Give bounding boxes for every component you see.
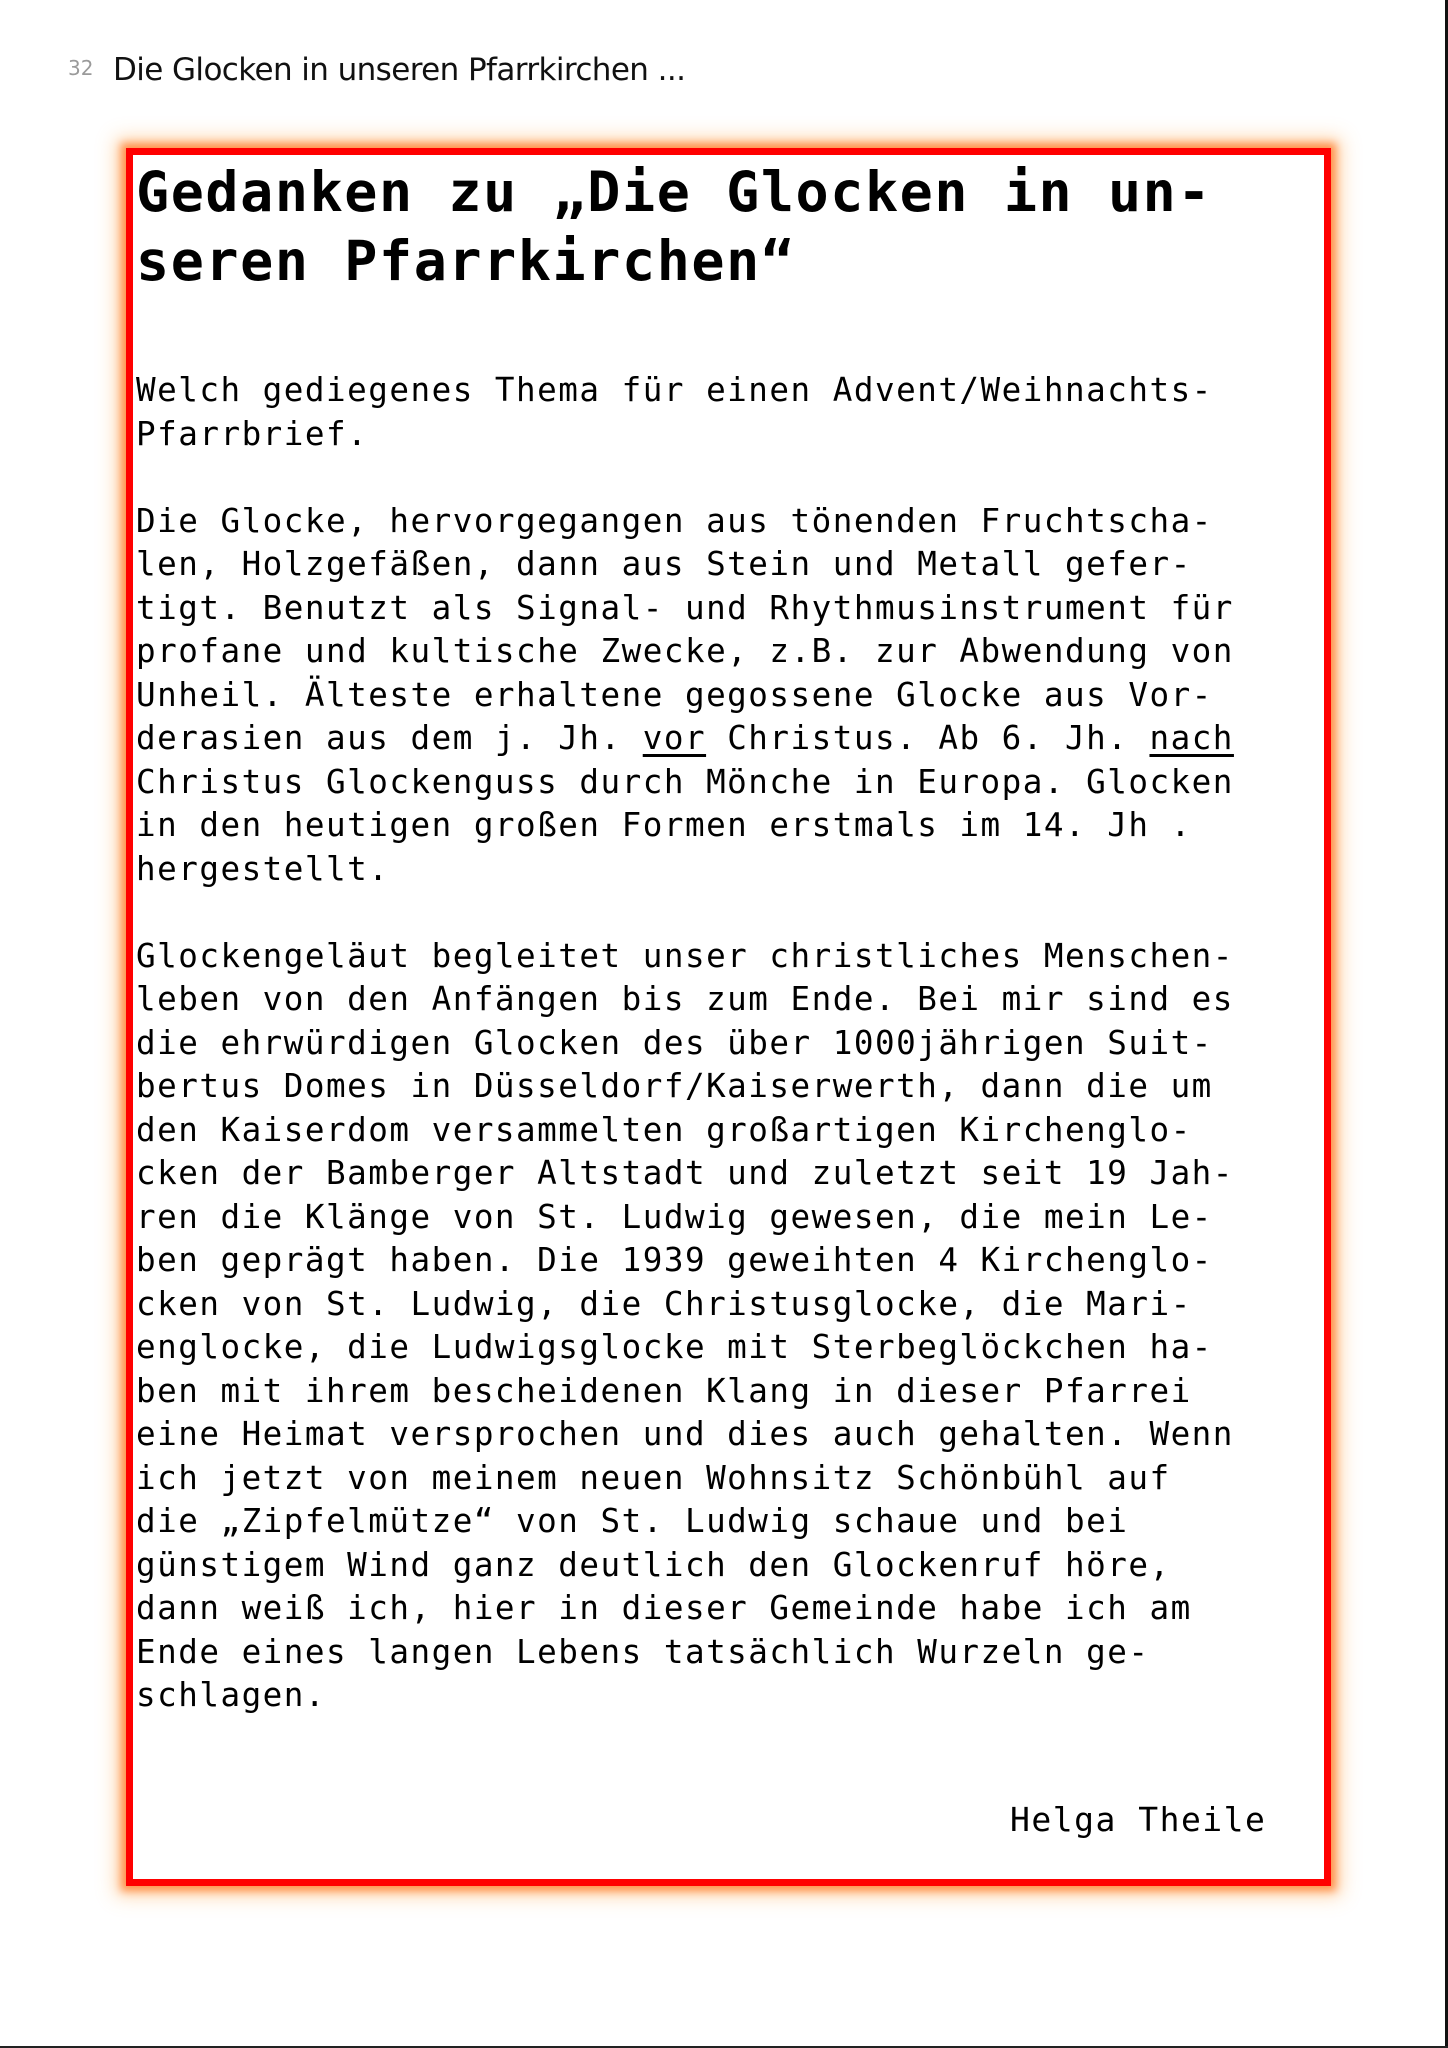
author-signature: Helga Theile bbox=[1010, 1800, 1267, 1839]
body-line: englocke, die Ludwigsglocke mit Sterbeglöckchen ha- bbox=[136, 1328, 1213, 1366]
body-line: den Kaiserdom versammelten großartigen Kirchenglo- bbox=[136, 1110, 1192, 1149]
article-body bbox=[136, 369, 1326, 1718]
paragraph-personal bbox=[136, 935, 1326, 1718]
body-line: ren die Klänge von St. Ludwig gewesen, die mein Le- bbox=[136, 1197, 1213, 1236]
body-text-fragment: derasien aus dem j. Jh. bbox=[136, 719, 643, 757]
body-line: dann weiß ich, hier in dieser Gemeinde habe ich am bbox=[136, 1589, 1192, 1627]
article-title-line-1: Gedanken zu „Die Glocken in un- bbox=[136, 160, 1213, 224]
article-title bbox=[136, 158, 1316, 296]
underlined-word-nach: nach bbox=[1149, 719, 1234, 757]
page-number: 32 bbox=[68, 56, 94, 80]
body-line: die „Zipfelmütze“ von St. Ludwig schaue und bei bbox=[136, 1502, 1129, 1540]
body-line: profane und kultische Zwecke, z.B. zur Abwendung von bbox=[136, 632, 1234, 670]
paragraph-gap bbox=[136, 891, 1326, 935]
body-line: schlagen. bbox=[136, 1676, 327, 1714]
body-line: Christus Glockenguss durch Mönche in Europa. Glocken bbox=[136, 762, 1234, 801]
body-line: leben von den Anfängen bis zum Ende. Bei mir sind es bbox=[136, 980, 1234, 1018]
body-line: len, Holzgefäßen, dann aus Stein und Metall gefer- bbox=[136, 545, 1192, 583]
body-line: ben geprägt haben. Die 1939 geweihten 4 Kirchenglo- bbox=[136, 1241, 1213, 1279]
body-line: günstigem Wind ganz deutlich den Glockenruf höre, bbox=[136, 1545, 1171, 1584]
body-line: Die Glocke, hervorgegangen aus tönenden Fruchtscha- bbox=[136, 501, 1213, 540]
running-header-title: Die Glocken in unseren Pfarrkirchen ... bbox=[113, 52, 686, 88]
body-line: hergestellt. bbox=[136, 849, 390, 888]
body-line: ich jetzt von meinem neuen Wohnsitz Schönbühl auf bbox=[136, 1458, 1171, 1497]
body-line: eine Heimat versprochen und dies auch gehalten. Wenn bbox=[136, 1415, 1234, 1453]
body-line: Unheil. Älteste erhaltene gegossene Glocke aus Vor- bbox=[136, 675, 1213, 714]
paragraph-intro bbox=[136, 369, 1326, 456]
body-line: ben mit ihrem bescheidenen Klang in dieser Pfarrei bbox=[136, 1371, 1192, 1410]
body-line: bertus Domes in Düsseldorf/Kaiserwerth, dann die um bbox=[136, 1067, 1213, 1105]
body-line: Welch gediegenes Thema für einen Advent/Weihnachts- bbox=[136, 371, 1213, 409]
body-line: in den heutigen großen Formen erstmals im 14. Jh . bbox=[136, 806, 1192, 844]
body-line: Pfarrbrief. bbox=[136, 414, 369, 453]
body-line: Glockengeläut begleitet unser christliches Menschen- bbox=[136, 936, 1234, 975]
body-line: cken von St. Ludwig, die Christusglocke, die Mari- bbox=[136, 1284, 1192, 1323]
body-line: Ende eines langen Lebens tatsächlich Wurzeln ge- bbox=[136, 1632, 1150, 1671]
paragraph-history bbox=[136, 500, 1326, 892]
paragraph-gap bbox=[136, 456, 1326, 500]
body-line-with-emphasis bbox=[136, 717, 1326, 761]
article-title-line-2: seren Pfarrkirchen“ bbox=[136, 229, 796, 293]
body-line: tigt. Benutzt als Signal- und Rhythmusinstrument für bbox=[136, 588, 1234, 627]
body-line: die ehrwürdigen Glocken des über 1000jährigen Suit- bbox=[136, 1023, 1213, 1062]
body-line: cken der Bamberger Altstadt und zuletzt seit 19 Jah- bbox=[136, 1154, 1234, 1192]
body-text-fragment: Christus. Ab 6. Jh. bbox=[706, 719, 1150, 757]
underlined-word-vor: vor bbox=[642, 719, 707, 757]
